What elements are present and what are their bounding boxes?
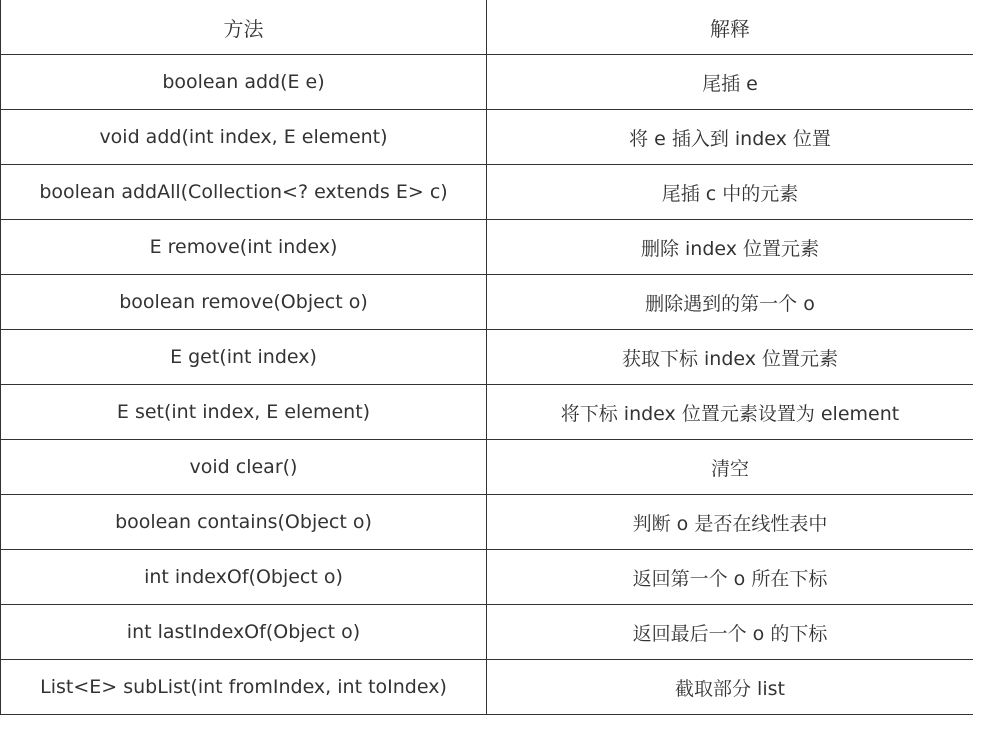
- method-cell: void add(int index, E element): [1, 110, 487, 165]
- table-row: [1, 220, 974, 275]
- explanation-cell: 判断 o 是否在线性表中: [487, 495, 974, 550]
- header-method: 方法: [1, 0, 487, 55]
- method-cell: boolean contains(Object o): [1, 495, 487, 550]
- table-header-row: [1, 0, 974, 55]
- table-row: [1, 165, 974, 220]
- explanation-cell: 返回第一个 o 所在下标: [487, 550, 974, 605]
- table-row: [1, 495, 974, 550]
- table-row: [1, 660, 974, 715]
- table-row: [1, 385, 974, 440]
- method-cell: boolean remove(Object o): [1, 275, 487, 330]
- method-cell: void clear(): [1, 440, 487, 495]
- explanation-cell: 尾插 c 中的元素: [487, 165, 974, 220]
- explanation-cell: 删除 index 位置元素: [487, 220, 974, 275]
- explanation-cell: 截取部分 list: [487, 660, 974, 715]
- method-cell: boolean add(E e): [1, 55, 487, 110]
- explanation-cell: 清空: [487, 440, 974, 495]
- table-row: [1, 550, 974, 605]
- table-row: [1, 330, 974, 385]
- explanation-cell: 获取下标 index 位置元素: [487, 330, 974, 385]
- table-row: [1, 55, 974, 110]
- method-cell: int lastIndexOf(Object o): [1, 605, 487, 660]
- method-cell: int indexOf(Object o): [1, 550, 487, 605]
- table-row: [1, 440, 974, 495]
- method-cell: E get(int index): [1, 330, 487, 385]
- explanation-cell: 尾插 e: [487, 55, 974, 110]
- method-cell: E set(int index, E element): [1, 385, 487, 440]
- explanation-cell: 将 e 插入到 index 位置: [487, 110, 974, 165]
- table-row: [1, 605, 974, 660]
- table-row: [1, 110, 974, 165]
- explanation-cell: 返回最后一个 o 的下标: [487, 605, 974, 660]
- method-cell: List<E> subList(int fromIndex, int toIndex): [1, 660, 487, 715]
- explanation-cell: 删除遇到的第一个 o: [487, 275, 974, 330]
- explanation-cell: 将下标 index 位置元素设置为 element: [487, 385, 974, 440]
- header-explanation: 解释: [487, 0, 974, 55]
- table-row: [1, 275, 974, 330]
- method-cell: boolean addAll(Collection<? extends E> c): [1, 165, 487, 220]
- method-cell: E remove(int index): [1, 220, 487, 275]
